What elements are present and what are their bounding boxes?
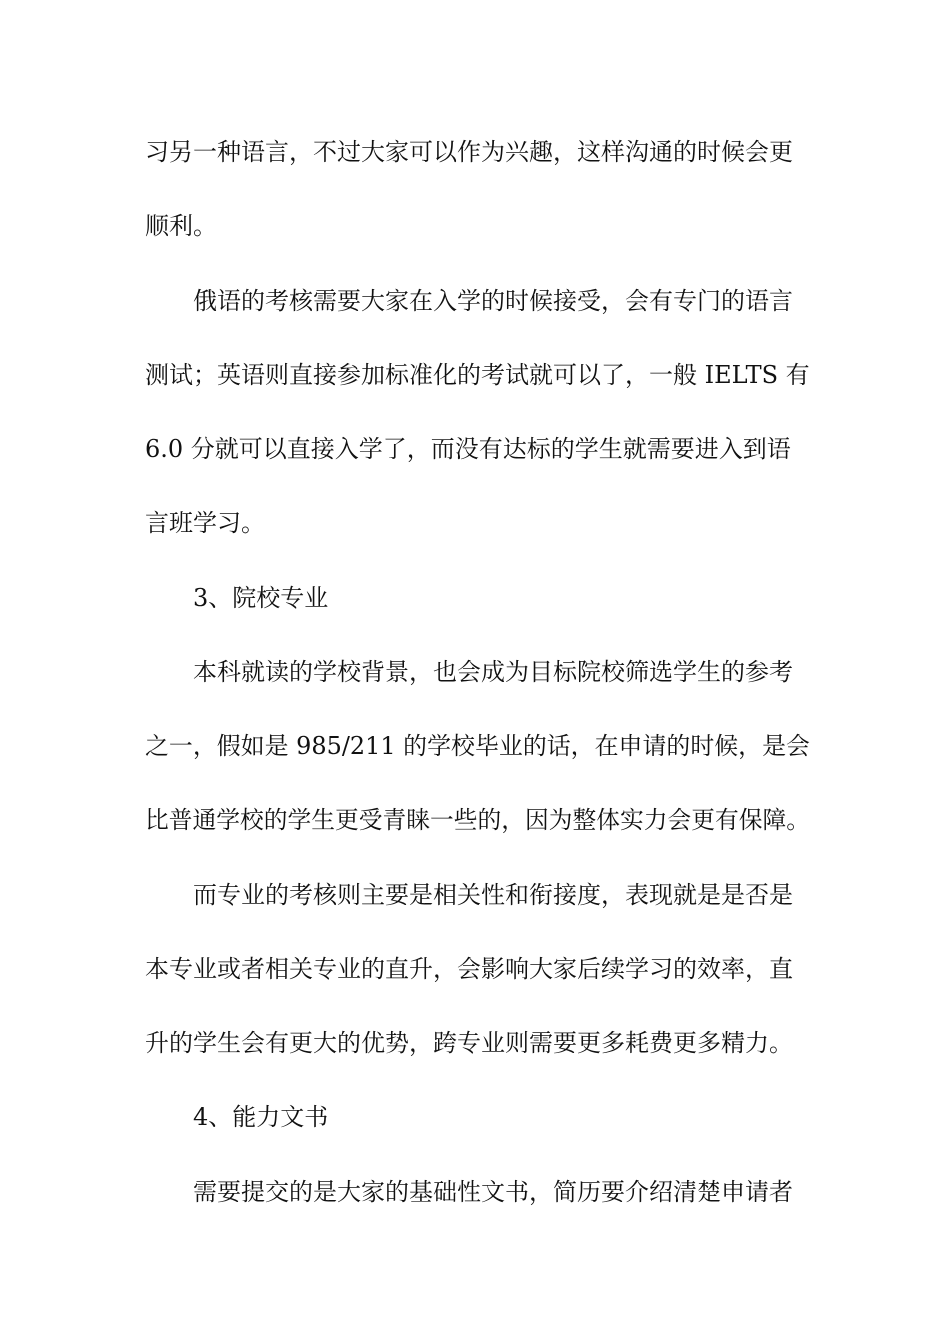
text-line: 升的学生会有更大的优势，跨专业则需要更多耗费更多精力。 xyxy=(145,1029,793,1057)
text-line: 6.0 分就可以直接入学了，而没有达标的学生就需要进入到语 xyxy=(145,435,791,463)
paragraph-first-line: 俄语的考核需要大家在入学的时候接受，会有专门的语言 xyxy=(193,287,793,315)
paragraph-first-line: 而专业的考核则主要是相关性和衔接度，表现就是是否是 xyxy=(193,881,793,909)
paragraph-first-line: 本科就读的学校背景，也会成为目标院校筛选学生的参考 xyxy=(193,658,793,686)
paragraph-first-line: 需要提交的是大家的基础性文书，简历要介绍清楚申请者 xyxy=(193,1178,793,1206)
text-line: 言班学习。 xyxy=(145,509,265,537)
section-heading-4: 4、能力文书 xyxy=(193,1103,329,1131)
text-line: 顺利。 xyxy=(145,212,217,240)
text-line: 比普通学校的学生更受青睐一些的，因为整体实力会更有保障。 xyxy=(145,806,810,834)
text-line: 本专业或者相关专业的直升，会影响大家后续学习的效率，直 xyxy=(145,955,793,983)
text-line: 之一，假如是 985/211 的学校毕业的话，在申请的时候，是会 xyxy=(145,732,810,760)
text-line: 测试；英语则直接参加标准化的考试就可以了，一般 IELTS 有 xyxy=(145,361,810,389)
section-heading-3: 3、院校专业 xyxy=(193,584,329,612)
text-line: 习另一种语言，不过大家可以作为兴趣，这样沟通的时候会更 xyxy=(145,138,793,166)
